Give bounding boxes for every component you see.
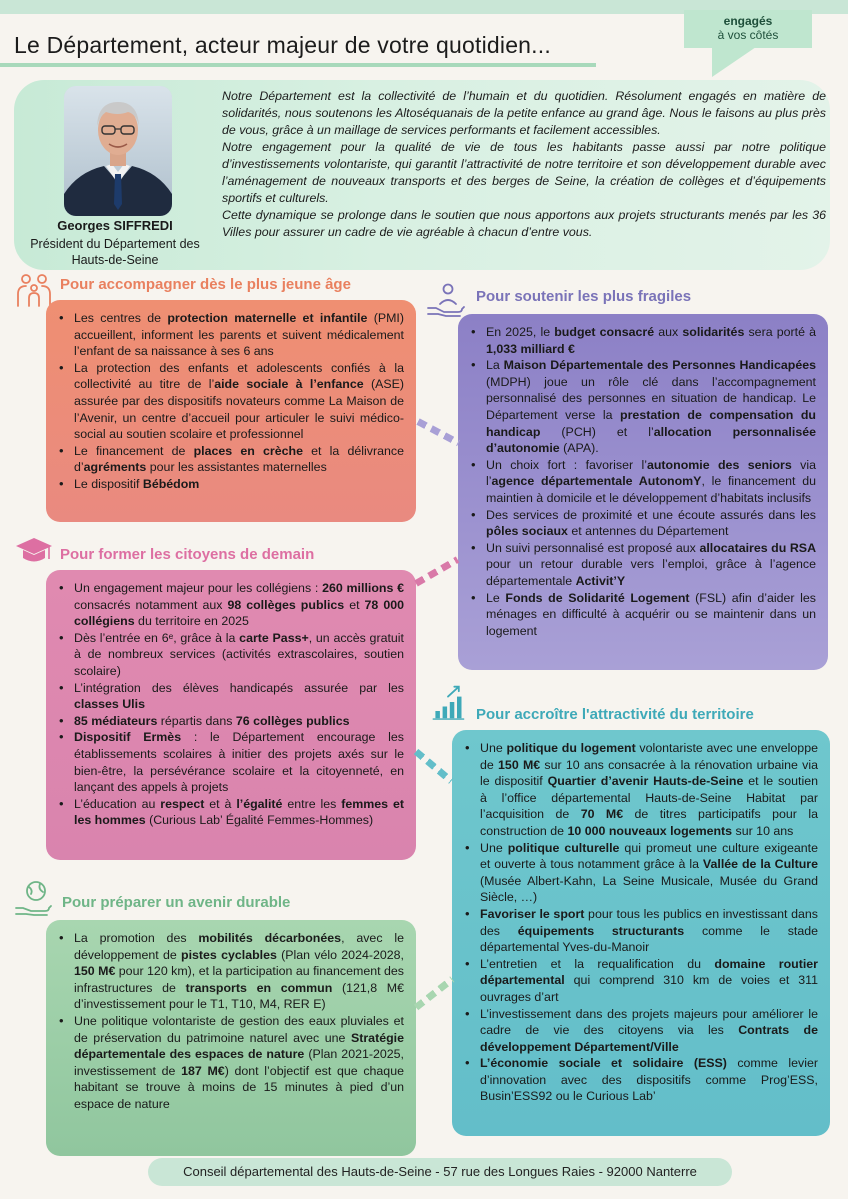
list-item: • La Maison Départementale des Personnes Handicapées (MDPH) joue un rôle clé dans l’accompagnement personnalisé des personnes en situation de handicap. Le Département verse la prestation de compensation du handicap (PCH) et l’allocation personnalisée d’autonomie (APA). bbox=[470, 357, 816, 457]
durable-list bbox=[58, 930, 404, 1113]
section-box-citizens bbox=[46, 570, 416, 860]
list-item: • Les centres de protection maternelle et infantile (PMI) accueillent, informent les parents et suivent médicalement l’enfant de sa naissance à ses 6 ans bbox=[58, 310, 404, 360]
engaged-badge bbox=[684, 10, 812, 48]
list-item: • Le dispositif Bébédom bbox=[58, 476, 404, 493]
list-item: • Favoriser le sport pour tous les publics en investissant dans des équipements structurants comme le stade départemental Yves-du-Manoir bbox=[464, 906, 818, 956]
portrait-illustration bbox=[64, 86, 172, 216]
list-item: • Un choix fort : favoriser l’autonomie des seniors via l’agence départementale AutonomY, le financement du maintien à domicile et le développement d’habitats inclusifs bbox=[470, 457, 816, 507]
president-name: Georges SIFFREDI bbox=[57, 218, 173, 233]
planet-hand-icon bbox=[14, 880, 54, 916]
list-item: • Dispositif Ermès : le Département encourage les établissements scolaires à initier des projets axés sur le bien-être, la persévérance scolaire et la citoyenneté, en lançant des appels à projets bbox=[58, 729, 404, 795]
list-item: • Le financement de places en crèche et la délivrance d’agréments pour les assistantes maternelles bbox=[58, 443, 404, 476]
young-list bbox=[58, 310, 404, 493]
fragile-list bbox=[470, 324, 816, 639]
section-title-attract: Pour accroître l'attractivité du territoire bbox=[476, 706, 754, 723]
list-item: • L’économie sociale et solidaire (ESS) comme levier d’innovation avec des dispositifs comme Prog’ESS, Busin’ESS92 ou le Curious Lab’ bbox=[464, 1055, 818, 1105]
family-icon bbox=[14, 272, 54, 308]
section-box-young bbox=[46, 300, 416, 522]
caring-hand-icon bbox=[426, 282, 466, 318]
page-title: Le Département, acteur majeur de votre quotidien... bbox=[14, 32, 551, 58]
attract-list bbox=[464, 740, 818, 1105]
list-item: • La protection des enfants et adolescents confiés à la collectivité au titre de l’aide sociale à l’enfance (ASE) assurée par des dispositifs novateurs comme La Maison de l’Avenir, un centre d’accueil pour articuler le suivi médico-social au soutien scolaire et professionnel bbox=[58, 360, 404, 443]
badge-line-2: à vos côtés bbox=[717, 28, 779, 42]
list-item: • Une politique volontariste de gestion des eaux pluviales et de préservation du patrimoine naturel avec une Stratégie départementale des espaces de nature (Plan 2021-2025, investissement de 187 M€) dont l’objectif est que chaque habitant se trouve à moins de 15 minutes à pied d’un espace de nature bbox=[58, 1013, 404, 1113]
list-item: • Des services de proximité et une écoute assurés dans les pôles sociaux et antennes du Département bbox=[470, 507, 816, 540]
list-item: • L’entretien et la requalification du domaine routier départemental qui comprend 310 km de voies et 311 ouvrages d’art bbox=[464, 956, 818, 1006]
list-item: • Un suivi personnalisé est proposé aux allocataires du RSA pour un retour durable vers l’emploi, grâce à l’agence départementale Activit’Y bbox=[470, 540, 816, 590]
list-item: • L’investissement dans des projets majeurs pour améliorer le cadre de vie des citoyens via les Contrats de développement Département/Ville bbox=[464, 1006, 818, 1056]
connector-young-fragile bbox=[416, 418, 460, 446]
list-item: • Un engagement majeur pour les collégiens : 260 millions € consacrés notamment aux 98 collèges publics et 78 000 collégiens du territoire en 2025 bbox=[58, 580, 404, 630]
growth-chart-icon bbox=[428, 684, 468, 720]
list-item: • Une politique du logement volontariste avec une enveloppe de 150 M€ sur 10 ans consacrée à la rénovation urbaine via le dispositif Quartier d’avenir Hauts-de-Seine et le soutien à l’office départemental Hauts-de-Seine Habitat par l’acquisition de 70 M€ de titres participatifs pour la construction de 10 000 nouveaux logements sur 10 ans bbox=[464, 740, 818, 840]
footer-address: Conseil départemental des Hauts-de-Seine - 57 rue des Longues Raies - 92000 Nanterre bbox=[148, 1158, 732, 1186]
list-item: • En 2025, le budget consacré aux solidarités sera porté à 1,033 milliard € bbox=[470, 324, 816, 357]
list-item: • Le Fonds de Solidarité Logement (FSL) afin d’aider les ménages en difficulté à acquérir ou se maintenir dans un logement bbox=[470, 590, 816, 640]
intro-paragraph: Notre Département est la collectivité de l’humain et du quotidien. Résolument engagés en matière de solidarités, nous soutenons les Altoséquanais de la petite enfance au grand âge. Nous le faisons au plus près de vous, grâce à un maillage de services performants et facilement accessibles. bbox=[222, 89, 826, 137]
citizens-list bbox=[58, 580, 404, 829]
section-title-citizens: Pour former les citoyens de demain bbox=[60, 546, 315, 563]
list-item: • Dès l’entrée en 6ᵉ, grâce à la carte Pass+, un accès gratuit à de nombreux services (activités extrascolaires, soutien scolaire) bbox=[58, 630, 404, 680]
title-underline bbox=[0, 63, 596, 67]
section-box-attract bbox=[452, 730, 830, 1136]
section-box-fragile bbox=[458, 314, 828, 670]
intro-paragraph: Cette dynamique se prolonge dans le soutien que nous apportons aux projets structurants menés par les 36 Villes pour assurer un cadre de vie agréable à chacun d’entre vous. bbox=[222, 208, 826, 239]
intro-paragraph: Notre engagement pour la qualité de vie de tous les habitants passe aussi par notre politique d’investissements volontariste, qui garantit l’attractivité de notre territoire et son développement durable avec l’aménagement de nouveaux transports et des berges de Seine, la création de collèges et d’équipements sportifs et culturels. bbox=[222, 140, 826, 205]
list-item: • La promotion des mobilités décarbonées, avec le développement de pistes cyclables (Plan vélo 2024-2028, 150 M€ pour 120 km), et la participation au financement des infrastructures de transports en commun (121,8 M€ d’investissement pour le T1, T10, M4, RER E) bbox=[58, 930, 404, 1013]
connector-durable-attract bbox=[414, 976, 455, 1010]
section-title-fragile: Pour soutenir les plus fragiles bbox=[476, 288, 692, 305]
list-item: • 85 médiateurs répartis dans 76 collèges publics bbox=[58, 713, 404, 730]
graduation-cap-icon bbox=[14, 532, 54, 568]
list-item: • L’intégration des élèves handicapés assurée par les classes Ulis bbox=[58, 680, 404, 713]
president-portrait bbox=[64, 86, 172, 216]
badge-line-1: engagés bbox=[723, 14, 773, 28]
list-item: • L’éducation au respect et à l’égalité entre les femmes et les hommes (Curious Lab’ Égalité Femmes-Hommes) bbox=[58, 796, 404, 829]
connector-citizens-attract bbox=[414, 749, 454, 784]
section-box-durable bbox=[46, 920, 416, 1156]
speech-bubble-tail bbox=[712, 47, 756, 77]
connector-citizens-fragile bbox=[414, 556, 459, 586]
section-title-durable: Pour préparer un avenir durable bbox=[62, 894, 291, 911]
section-title-young: Pour accompagner dès le plus jeune âge bbox=[60, 276, 351, 293]
president-role: Président du Département des Hauts-de-Seine bbox=[30, 237, 200, 267]
intro-text bbox=[222, 88, 826, 241]
list-item: • Une politique culturelle qui promeut une culture exigeante et ouverte à tous notamment grâce à la Vallée de la Culture (Musée Albert-Kahn, La Seine Musicale, Musée du Grand Siècle, …) bbox=[464, 840, 818, 906]
